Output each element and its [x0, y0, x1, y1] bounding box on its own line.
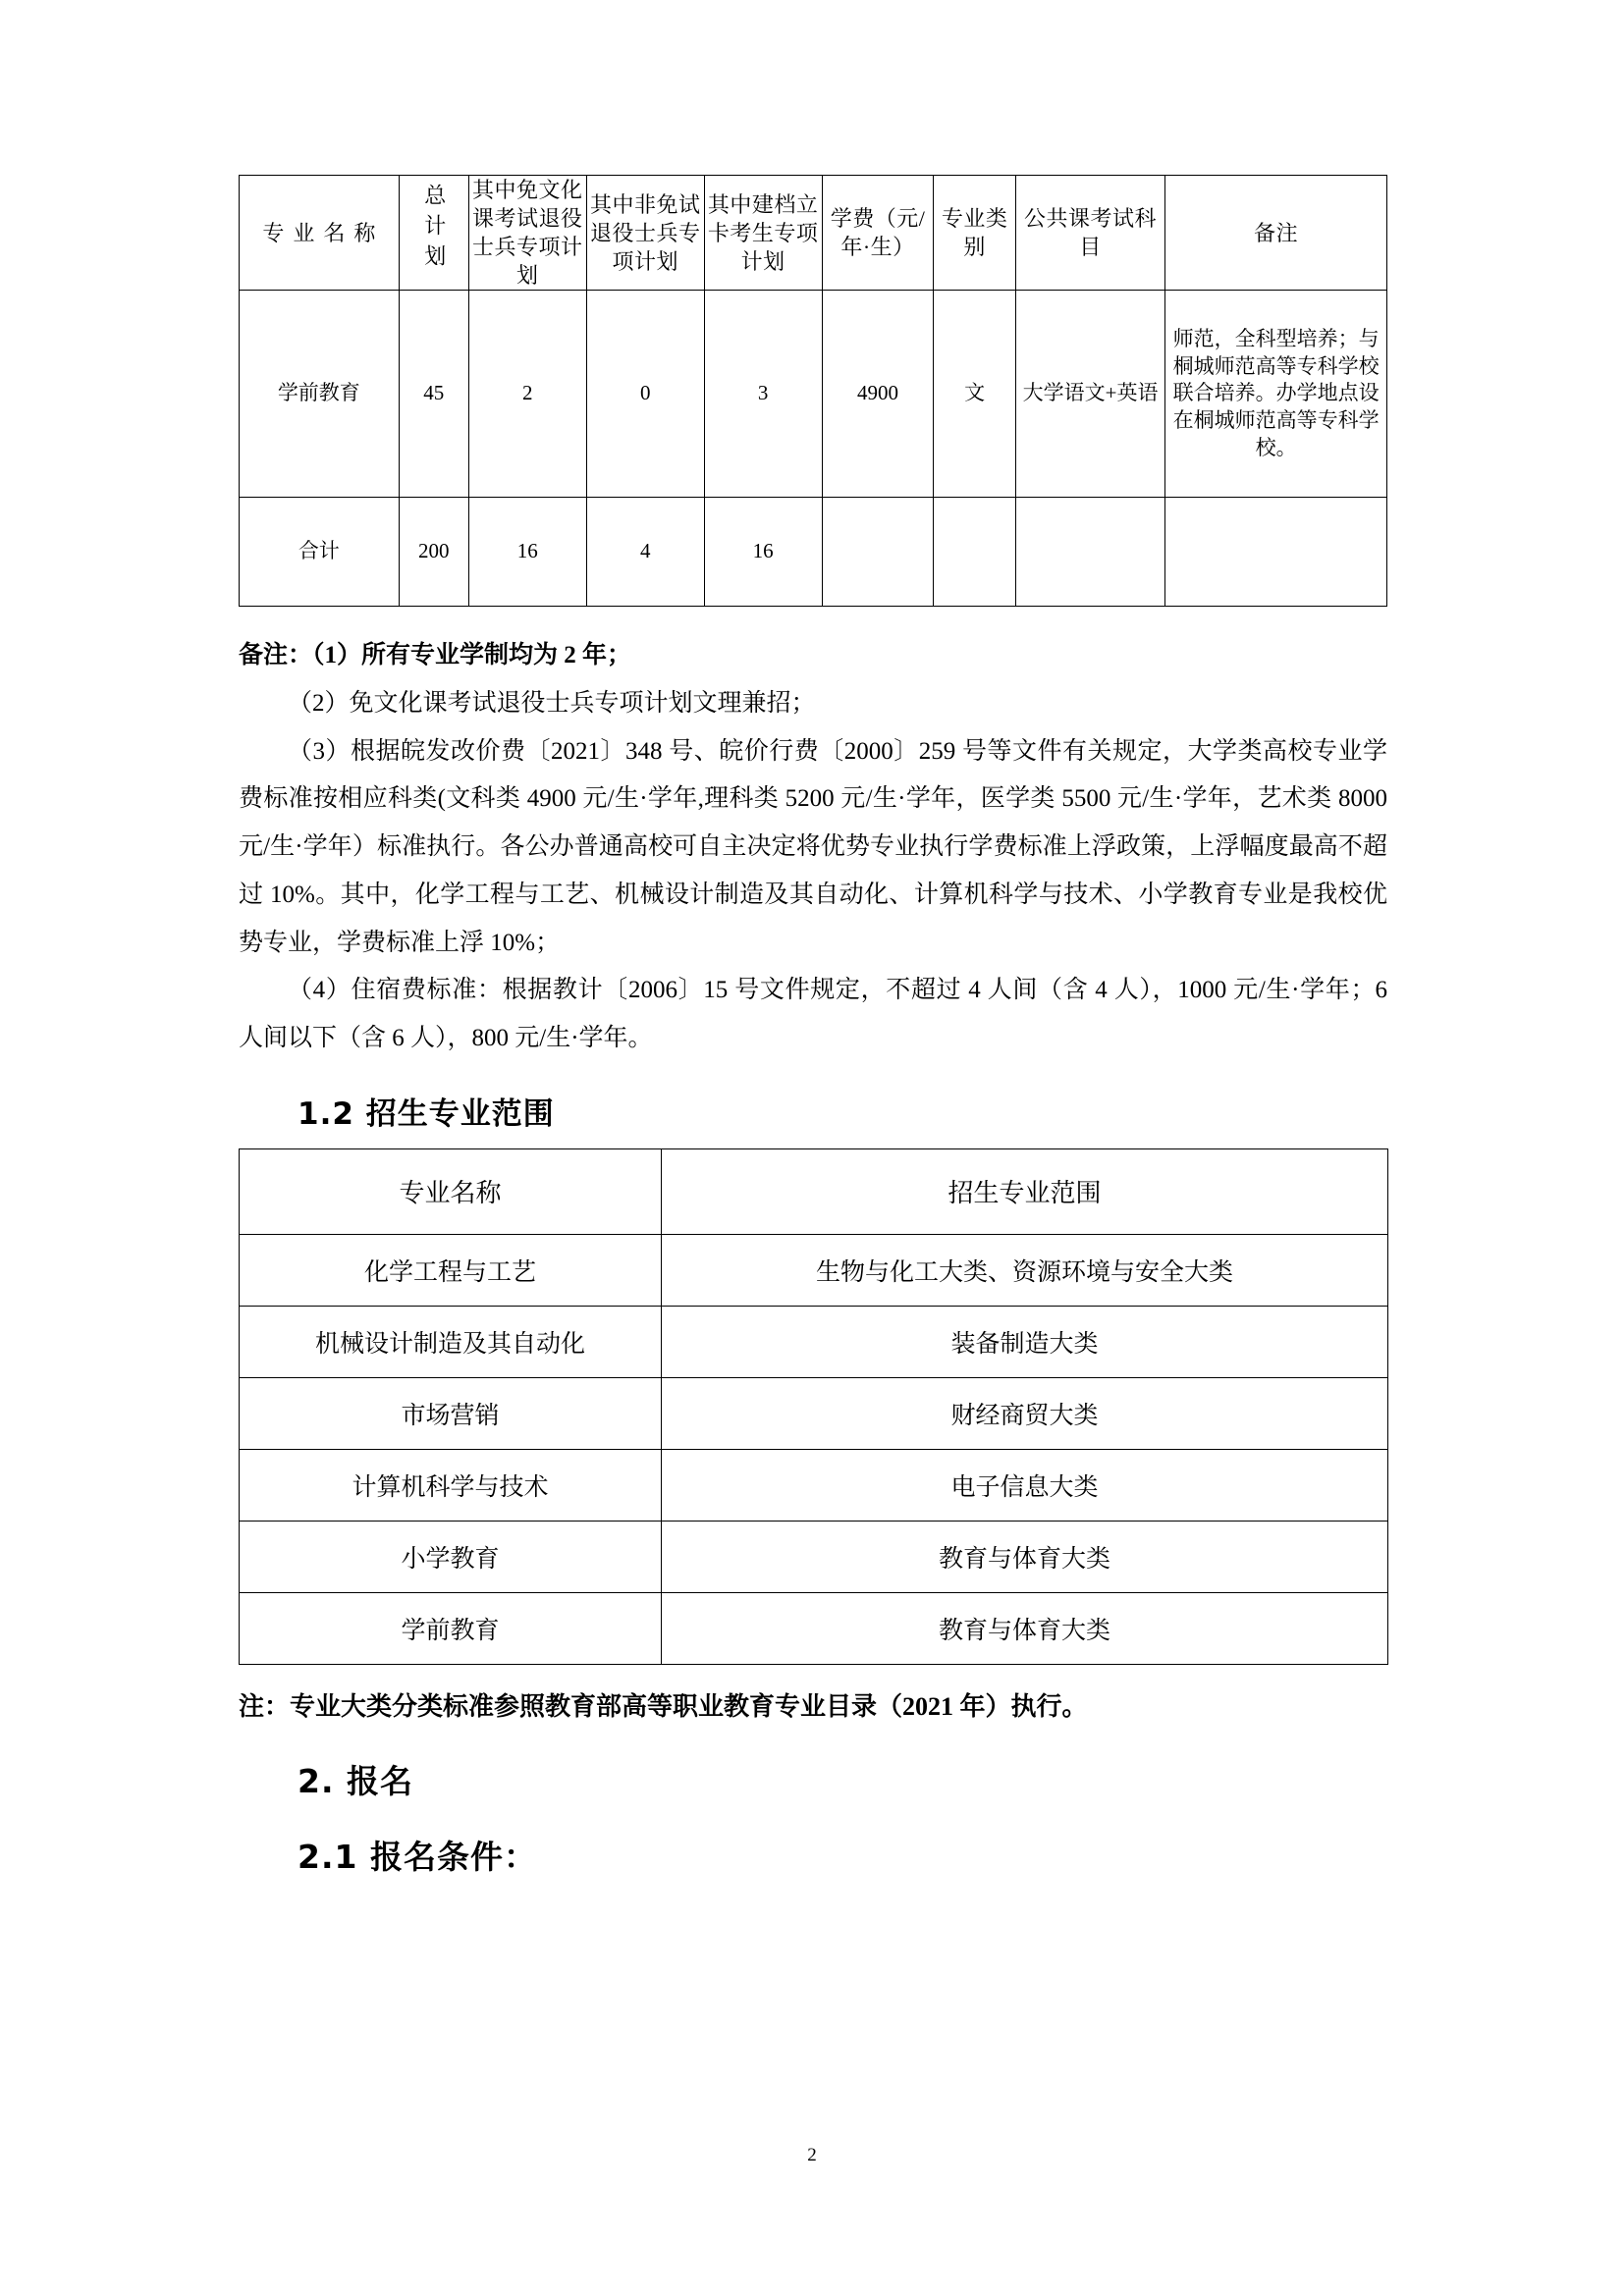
cell-veteran-nonexempt: 0 [586, 291, 704, 498]
page-content [239, 175, 1387, 1894]
cell-veteran-exempt: 2 [468, 291, 586, 498]
col-header-category: 专业类别 [934, 176, 1015, 291]
cell-total-plan: 45 [399, 291, 468, 498]
scope-cell-scope: 教育与体育大类 [662, 1521, 1388, 1592]
scope-col-header-major-name: 专业名称 [240, 1148, 662, 1234]
plan-table-notes [239, 632, 1387, 1063]
cell-poverty-card: 3 [704, 291, 822, 498]
table-row [240, 1306, 1388, 1377]
cell-summary-veteran-nonexempt: 4 [586, 498, 704, 607]
col-header-total-plan: 总计划 [399, 176, 468, 291]
cell-summary-category [934, 498, 1015, 607]
note-1-text: （1）所有专业学制均为 2 年； [312, 642, 632, 669]
table-row [240, 1377, 1388, 1449]
scope-cell-scope: 教育与体育大类 [662, 1592, 1388, 1664]
cell-summary-public-subjects [1015, 498, 1164, 607]
cell-public-subjects: 大学语文+英语 [1015, 291, 1164, 498]
cell-remarks: 师范，全科型培养；与桐城师范高等专科学校联合培养。办学地点设在桐城师范高等专科学校。 [1165, 291, 1387, 498]
col-header-major-name: 专业名称 [240, 176, 400, 291]
enrollment-plan-table [239, 175, 1387, 607]
section-heading-1-2: 1.2 招生专业范围 [298, 1095, 555, 1132]
page-number: 2 [807, 2145, 817, 2165]
scope-cell-major-name: 学前教育 [240, 1592, 662, 1664]
scope-cell-scope: 装备制造大类 [662, 1306, 1388, 1377]
scope-table-note: 注：专业大类分类标准参照教育部高等职业教育专业目录（2021 年）执行。 [239, 1691, 1088, 1721]
table-header-row [240, 176, 1387, 291]
note-item-2: （2）免文化课考试退役士兵专项计划文理兼招； [288, 689, 816, 717]
scope-header-row [240, 1148, 1388, 1234]
scope-cell-major-name: 化学工程与工艺 [240, 1234, 662, 1306]
col-header-veteran-nonexempt: 其中非免试退役士兵专项计划 [586, 176, 704, 291]
cell-summary-tuition [822, 498, 934, 607]
table-row [240, 1234, 1388, 1306]
cell-major-name: 学前教育 [240, 291, 400, 498]
scope-cell-major-name: 市场营销 [240, 1377, 662, 1449]
cell-summary-total-plan: 200 [399, 498, 468, 607]
scope-cell-scope: 电子信息大类 [662, 1449, 1388, 1521]
note-item-3: （3）根据皖发改价费〔2021〕348 号、皖价行费〔2000〕259 号等文件有关规定，大学类高校专业学费标准按相应科类(文科类 4900 元/生·学年,理科类 5200 元/生·学年，医学类 5500 元/生·学年，艺术类 8000 元/生·学年）标准执行。各公办普通高校可自主决定将优势专业执行学费标准上浮政策，上浮幅度最高不超过 10%。其中，化学工程与工艺、机械设计制造及其自动化、计算机科学与技术、小学教育专业是我校优势专业，学费标准上浮 10%； [239, 737, 1387, 956]
cell-summary-veteran-exempt: 16 [468, 498, 586, 607]
cell-summary-label: 合计 [240, 498, 400, 607]
cell-category: 文 [934, 291, 1015, 498]
scope-cell-major-name: 机械设计制造及其自动化 [240, 1306, 662, 1377]
col-header-poverty-card: 其中建档立卡考生专项计划 [704, 176, 822, 291]
scope-cell-major-name: 计算机科学与技术 [240, 1449, 662, 1521]
scope-cell-scope: 生物与化工大类、资源环境与安全大类 [662, 1234, 1388, 1306]
note-item-4: （4）住宿费标准：根据教计〔2006〕15 号文件规定，不超过 4 人间（含 4 人），1000 元/生·学年；6 人间以下（含 6 人），800 元/生·学年。 [239, 977, 1387, 1052]
scope-cell-scope: 财经商贸大类 [662, 1377, 1388, 1449]
notes-label: 备注： [239, 642, 313, 669]
section-heading-2: 2. 报名 [298, 1762, 413, 1801]
note-item-1 [239, 632, 1387, 680]
major-scope-table [239, 1148, 1388, 1665]
cell-summary-poverty-card: 16 [704, 498, 822, 607]
col-header-veteran-exempt: 其中免文化课考试退役士兵专项计划 [468, 176, 586, 291]
section-heading-2-1: 2.1 报名条件： [298, 1838, 537, 1877]
table-row [240, 1521, 1388, 1592]
table-summary-row [240, 498, 1387, 607]
cell-summary-remarks [1165, 498, 1387, 607]
scope-cell-major-name: 小学教育 [240, 1521, 662, 1592]
cell-tuition: 4900 [822, 291, 934, 498]
col-header-remarks: 备注 [1165, 176, 1387, 291]
table-row [240, 1449, 1388, 1521]
col-header-public-subjects: 公共课考试科目 [1015, 176, 1164, 291]
scope-col-header-scope: 招生专业范围 [662, 1148, 1388, 1234]
table-row [240, 291, 1387, 498]
table-row [240, 1592, 1388, 1664]
col-header-tuition: 学费（元/年·生） [822, 176, 934, 291]
